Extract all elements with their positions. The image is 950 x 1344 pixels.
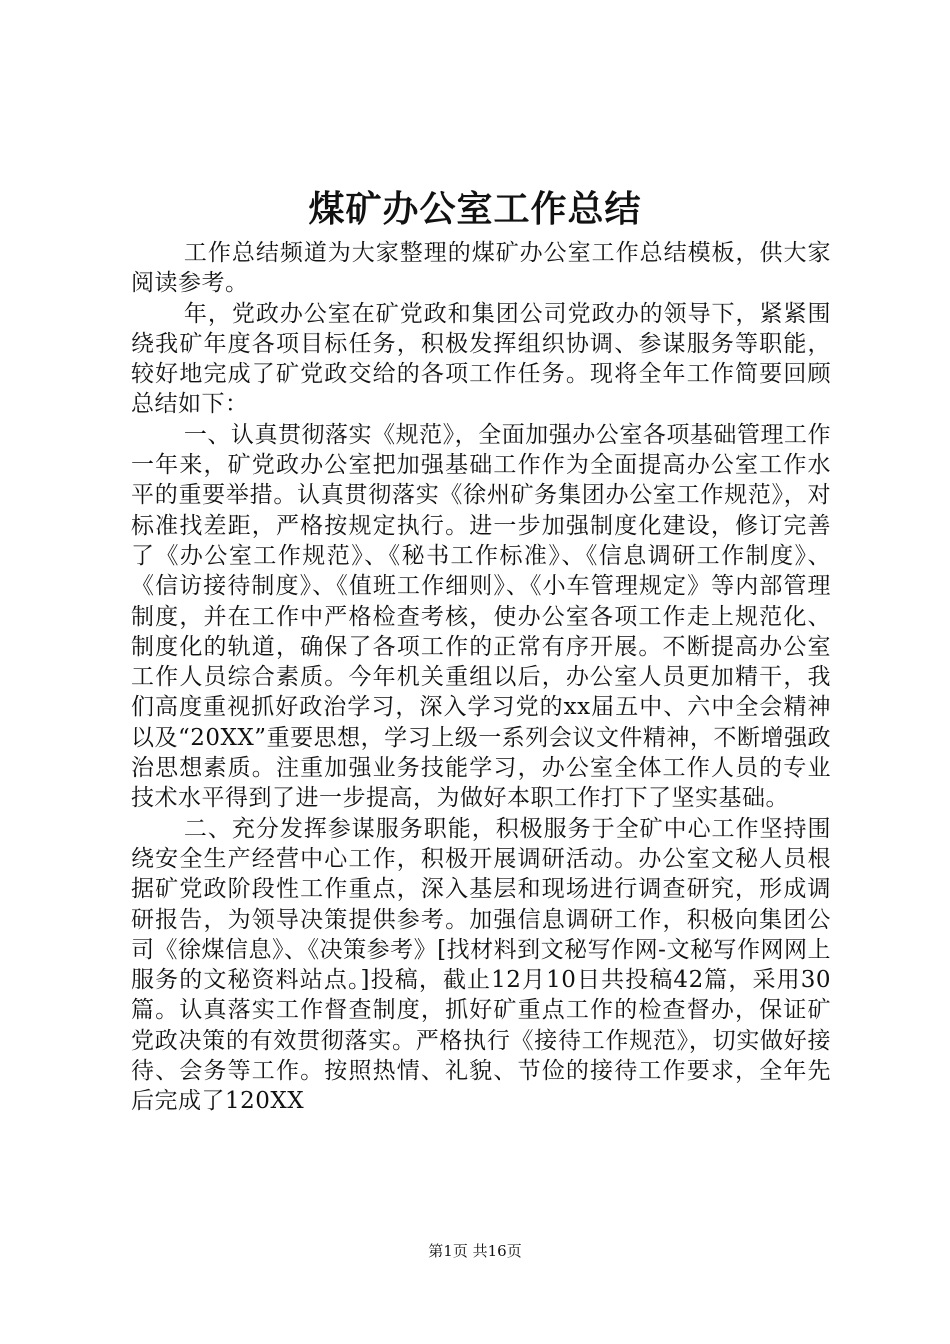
- paragraph-section-two: 二、充分发挥参谋服务职能，积极服务于全矿中心工作坚持围绕安全生产经营中心工作，积极开展调研活动。办公室文秘人员根据矿党政阶段性工作重点，深入基层和现场进行调查研究，形成调研报告，为领导决策提供参考。加强信息调研工作，积极向集团公司《徐煤信息》、《决策参考》[找材料到文秘写作网-文秘写作网网上服务的文秘资料站点。]投稿，截止12月10日共投稿42篇，采用30篇。认真落实工作督查制度，抓好矿重点工作的检查督办，保证矿党政决策的有效贯彻落实。严格执行《接待工作规范》，切实做好接待、会务等工作。按照热情、礼貌、节俭的接待工作要求，全年先后完成了120XX: [131, 815, 831, 1115]
- paragraph-section-one: 一、认真贯彻落实《规范》，全面加强办公室各项基础管理工作一年来，矿党政办公室把加强基础工作作为全面提高办公室工作水平的重要举措。认真贯彻落实《徐州矿务集团办公室工作规范》，对标准找差距，严格按规定执行。进一步加强制度化建设，修订完善了《办公室工作规范》、《秘书工作标准》、《信息调研工作制度》、《信访接待制度》、《值班工作细则》、《小车管理规定》等内部管理制度，并在工作中严格检查考核，使办公室各项工作走上规范化、制度化的轨道，确保了各项工作的正常有序开展。不断提高办公室工作人员综合素质。今年机关重组以后，办公室人员更加精干，我们高度重视抓好政治学习，深入学习党的xx届五中、六中全会精神以及“20XX”重要思想，学习上级一系列会议文件精神，不断增强政治思想素质。注重加强业务技能学习，办公室全体工作人员的专业技术水平得到了进一步提高，为做好本职工作打下了坚实基础。: [131, 421, 831, 812]
- paragraph-overview: 年，党政办公室在矿党政和集团公司党政办的领导下，紧紧围绕我矿年度各项目标任务，积极发挥组织协调、参谋服务等职能，较好地完成了矿党政交给的各项工作任务。现将全年工作简要回顾总结如下：: [131, 300, 831, 418]
- document-body: [131, 238, 831, 1117]
- page-number-footer: 第1页 共16页: [428, 1242, 522, 1260]
- document-title: 煤矿办公室工作总结: [308, 188, 642, 230]
- paragraph-intro: 工作总结频道为大家整理的煤矿办公室工作总结模板，供大家阅读参考。: [131, 240, 831, 297]
